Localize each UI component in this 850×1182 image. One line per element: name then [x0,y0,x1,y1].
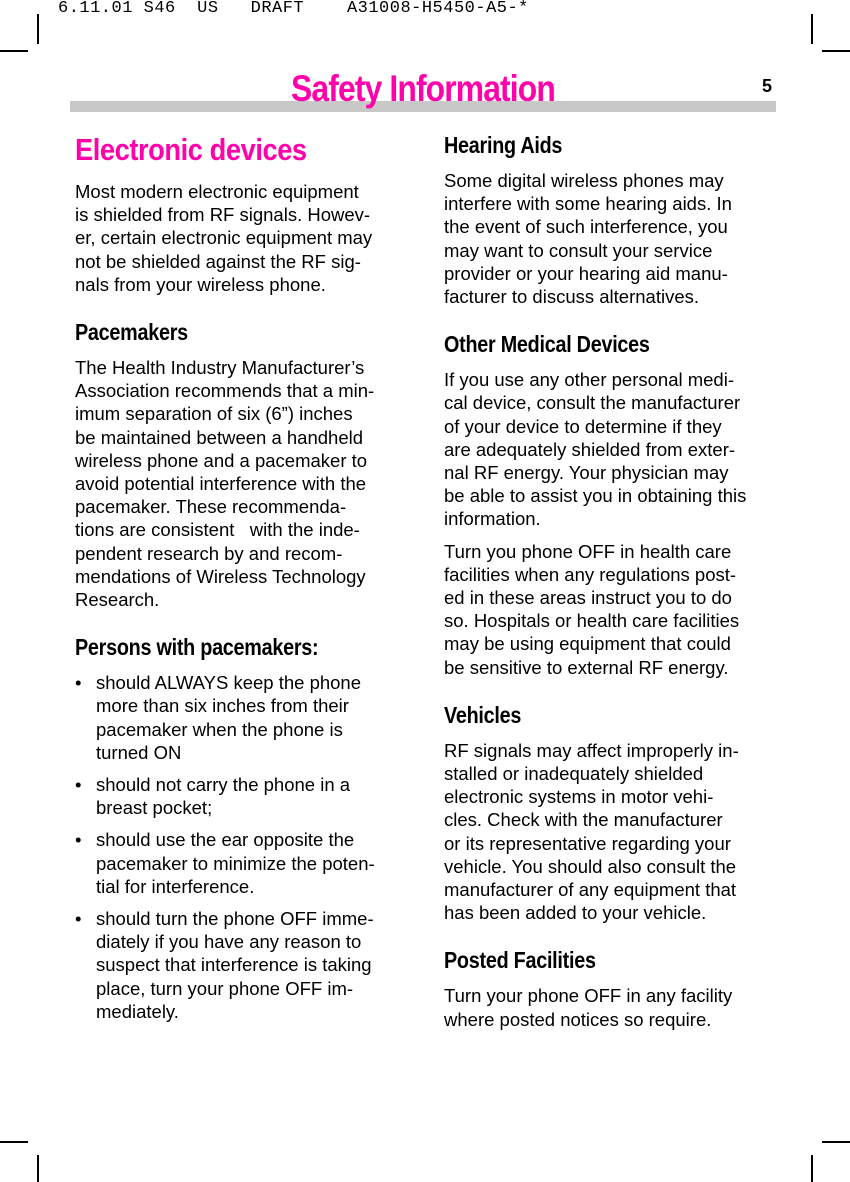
bullet-icon: • [75,829,82,851]
text-line: electronic systems in motor vehi- [444,786,714,808]
text-line: of your device to determine if they [444,415,722,437]
page-number: 5 [762,76,773,96]
pacemaker-guidelines-list [75,671,410,1023]
pacemakers-paragraph [75,356,410,611]
heading-posted-facilities: Posted Facilities [444,947,596,974]
heading-persons-with-pacemakers: Persons with pacemakers: [75,634,319,661]
list-item [75,907,410,1023]
text-line: wireless phone and a pacemaker to [75,449,368,471]
text-line: breast pocket; [96,797,213,819]
text-line: has been added to your vehicle. [444,902,707,924]
crop-mark-bottom-right-horizontal [822,1141,850,1143]
text-line: facilities when any regulations post- [444,563,737,585]
text-line: Turn you phone OFF in health care [444,540,732,562]
text-line: RF signals may affect improperly in- [444,739,739,761]
text-line: pacemaker to minimize the poten- [96,852,375,874]
text-line: be able to assist you in obtaining this [444,485,747,507]
text-line: vehicle. You should also consult the [444,855,737,877]
bullet-icon: • [75,774,82,796]
health-care-facilities-paragraph [444,540,779,679]
text-line: may want to consult your service [444,239,713,261]
text-line: Research. [75,589,160,611]
text-line: cles. Check with the manufacturer [444,809,723,831]
bullet-icon: • [75,672,82,694]
text-line: If you use any other personal medi- [444,369,734,391]
text-line: so. Hospitals or health care facilities [444,610,740,632]
page-title: Safety Information [291,68,555,109]
text-line: should use the ear opposite the [96,829,355,851]
list-item [75,773,410,819]
vehicles-paragraph [444,739,779,925]
text-line: tial for interference. [96,875,255,897]
text-line: should turn the phone OFF imme- [96,908,374,930]
crop-mark-top-left-vertical [37,14,39,44]
heading-other-medical-devices: Other Medical Devices [444,331,650,358]
crop-mark-bottom-right-vertical [811,1155,813,1182]
section-title-electronic-devices: Electronic devices [75,132,307,167]
text-line: cal device, consult the manufacturer [444,392,741,414]
text-line: information. [444,508,541,530]
right-column [444,132,779,1054]
text-line: diately if you have any reason to [96,931,362,953]
text-line: the event of such interference, you [444,216,728,238]
text-line: are adequately shielded from exter- [444,438,736,460]
text-line: tions are consistent with the inde- [75,519,360,541]
list-item [75,828,410,898]
text-line: turned ON [96,741,182,763]
text-line: be maintained between a handheld [75,426,364,448]
text-line: more than six inches from their [96,695,349,717]
text-line: stalled or inadequately shielded [444,763,704,785]
text-line: may be using equipment that could [444,633,731,655]
text-line: imum separation of six (6”) inches [75,403,353,425]
text-line: Association recommends that a min- [75,380,375,402]
left-column [75,132,410,1032]
text-line: mendations of Wireless Technology [75,565,366,587]
text-line: provider or your hearing aid manu- [444,262,728,284]
text-line: avoid potential interference with the [75,473,367,495]
text-line: manufacturer of any equipment that [444,879,737,901]
text-line: not be shielded against the RF sig- [75,250,361,272]
text-line: nal RF energy. Your physician may [444,462,729,484]
heading-hearing-aids: Hearing Aids [444,132,563,158]
text-line: should not carry the phone in a [96,774,351,796]
text-line: or its representative regarding your [444,832,731,854]
heading-pacemakers: Pacemakers [75,319,188,346]
text-line: should ALWAYS keep the phone [96,672,362,694]
text-line: er, certain electronic equipment may [75,227,373,249]
text-line: interfere with some hearing aids. In [444,193,732,215]
text-line: is shielded from RF signals. Howev- [75,204,371,226]
hearing-aids-paragraph [444,169,779,308]
text-line: pendent research by and recom- [75,542,343,564]
electronic-devices-paragraph [75,180,410,296]
posted-facilities-paragraph [444,984,779,1030]
crop-mark-bottom-left-horizontal [0,1141,28,1143]
text-line: nals from your wireless phone. [75,273,326,295]
text-line: Some digital wireless phones may [444,170,724,191]
text-line: be sensitive to external RF energy. [444,656,729,678]
draft-header: 6.11.01 S46 US DRAFT A31008-H5450-A5-* [58,0,529,18]
heading-vehicles: Vehicles [444,701,522,728]
crop-mark-bottom-left-vertical [37,1155,39,1182]
text-line: place, turn your phone OFF im- [96,977,354,999]
crop-mark-top-right-vertical [811,14,813,44]
crop-mark-top-left-horizontal [0,50,28,52]
list-item [75,671,410,764]
text-line: Most modern electronic equipment [75,181,359,202]
crop-mark-top-right-horizontal [822,50,850,52]
text-line: where posted notices so require. [444,1008,712,1030]
medical-devices-paragraph [444,368,779,530]
text-line: ed in these areas instruct you to do [444,587,732,609]
text-line: mediately. [96,1000,179,1022]
text-line: facturer to discuss alternatives. [444,286,699,308]
text-line: The Health Industry Manufacturer’s [75,357,365,379]
text-line: Turn your phone OFF in any facility [444,985,733,1007]
text-line: pacemaker when the phone is [96,718,343,740]
text-line: suspect that interference is taking [96,954,372,976]
bullet-icon: • [75,908,82,930]
text-line: pacemaker. These recommenda- [75,496,347,518]
